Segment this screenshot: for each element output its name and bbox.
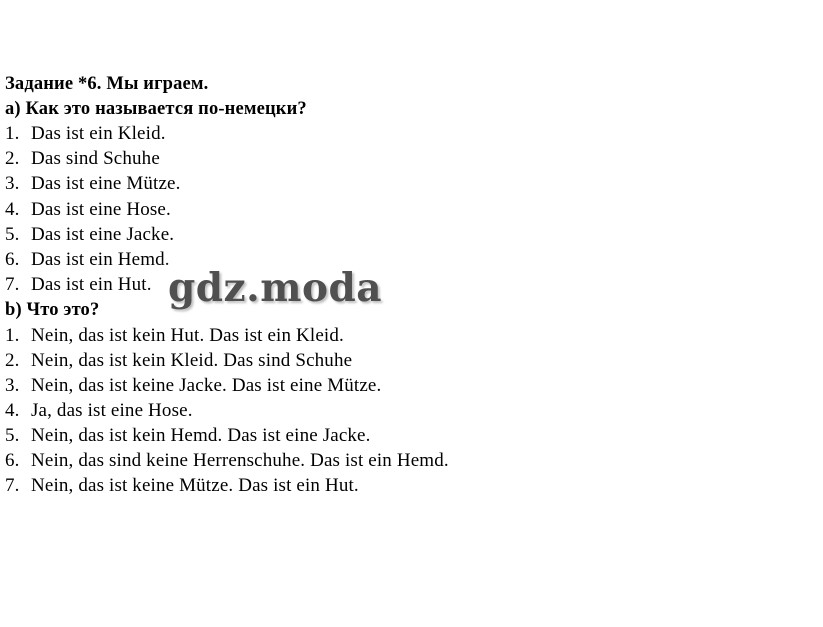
item-number: 4. <box>5 199 20 220</box>
item-number: 2. <box>5 350 20 371</box>
item-number: 7. <box>5 274 20 295</box>
item-text: Das ist eine Hose. <box>31 199 171 220</box>
part-a-heading: а) Как это называется по-немецки? <box>5 99 307 119</box>
item-number: 4. <box>5 400 20 421</box>
item-number: 6. <box>5 450 20 471</box>
item-text: Das ist eine Jacke. <box>31 224 175 245</box>
item-text: Das ist ein Hemd. <box>31 249 170 270</box>
item-text: Nein, das sind keine Herrenschuhe. Das ist ein Hemd. <box>31 450 449 471</box>
item-number: 6. <box>5 249 20 270</box>
item-number: 7. <box>5 475 20 496</box>
part-a-item-7 <box>5 275 152 295</box>
watermark-logo: gdz.moda <box>168 265 383 311</box>
part-b-item-5 <box>5 426 371 446</box>
part-a-item-4 <box>5 200 171 220</box>
item-text: Das ist ein Hut. <box>31 274 152 295</box>
item-number: 3. <box>5 375 20 396</box>
part-b-item-1 <box>5 326 344 346</box>
item-text: Das ist ein Kleid. <box>31 123 166 144</box>
item-text: Das sind Schuhe <box>31 148 160 169</box>
part-a-item-6 <box>5 250 170 270</box>
item-text: Nein, das ist kein Hemd. Das ist eine Jacke. <box>31 425 371 446</box>
part-a-item-5 <box>5 225 174 245</box>
part-b-item-4 <box>5 401 193 421</box>
task-title: Задание *6. Мы играем. <box>5 74 209 94</box>
part-b-item-3 <box>5 376 381 396</box>
item-text: Ja, das ist eine Hose. <box>31 400 193 421</box>
item-number: 1. <box>5 325 20 346</box>
part-b-item-7 <box>5 476 359 496</box>
item-number: 2. <box>5 148 20 169</box>
part-a-item-2 <box>5 149 160 169</box>
part-a-item-3 <box>5 174 181 194</box>
item-text: Nein, das ist keine Jacke. Das ist eine Mütze. <box>31 375 382 396</box>
part-b-heading: b) Что это? <box>5 300 100 320</box>
item-text: Nein, das ist keine Mütze. Das ist ein Hut. <box>31 475 359 496</box>
item-number: 1. <box>5 123 20 144</box>
item-text: Nein, das ist kein Hut. Das ist ein Kleid. <box>31 325 344 346</box>
part-b-item-2 <box>5 351 352 371</box>
item-number: 3. <box>5 173 20 194</box>
item-text: Nein, das ist kein Kleid. Das sind Schuhe <box>31 350 353 371</box>
part-a-item-1 <box>5 124 166 144</box>
part-b-item-6 <box>5 451 449 471</box>
item-number: 5. <box>5 224 20 245</box>
item-text: Das ist eine Mütze. <box>31 173 181 194</box>
item-number: 5. <box>5 425 20 446</box>
